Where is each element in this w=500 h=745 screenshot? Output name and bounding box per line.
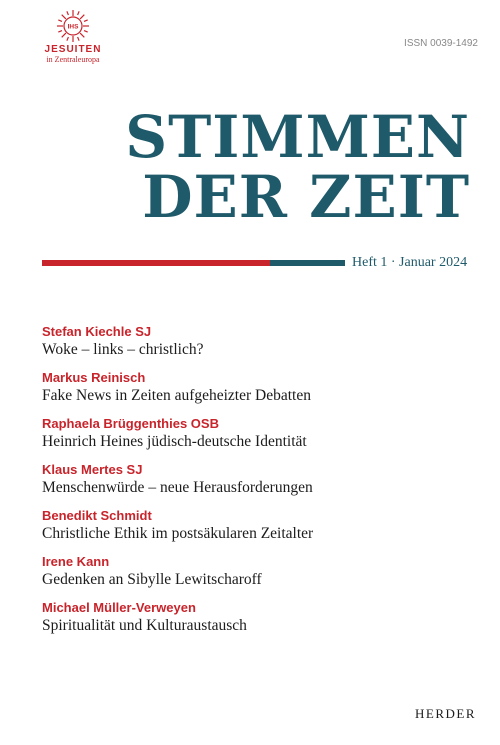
jesuiten-logo	[38, 9, 108, 64]
logo-subtitle: in Zentraleuropa	[46, 55, 100, 64]
article-title: Spiritualität und Kulturaustausch	[42, 617, 247, 634]
author-name: Irene Kann	[42, 554, 110, 569]
toc-entry	[42, 462, 472, 498]
toc-entry	[42, 600, 472, 636]
author-name: Markus Reinisch	[42, 370, 146, 385]
emblem-text: IHS	[67, 23, 79, 31]
author-name: Michael Müller-Verweyen	[42, 600, 196, 615]
magazine-title-line1: STIMMEN	[125, 103, 470, 171]
issue-label: Heft 1 · Januar 2024	[352, 255, 468, 270]
toc-entry	[42, 370, 472, 406]
article-title: Fake News in Zeiten aufgeheizter Debatten	[42, 387, 311, 404]
red-divider-bar	[42, 260, 270, 266]
article-title: Gedenken an Sibylle Lewitscharoff	[42, 571, 262, 588]
author-name: Stefan Kiechle SJ	[42, 324, 152, 339]
toc-entry	[42, 416, 472, 452]
article-title: Woke – links – christlich?	[42, 341, 204, 358]
article-title: Menschenwürde – neue Herausforderungen	[42, 479, 313, 496]
toc-entry	[42, 508, 472, 544]
author-name: Raphaela Brüggenthies OSB	[42, 416, 219, 431]
toc-entry	[42, 554, 472, 590]
article-title: Christliche Ethik im postsäkularen Zeitalter	[42, 525, 314, 542]
issn-number: ISSN 0039-1492	[404, 38, 478, 49]
author-name: Benedikt Schmidt	[42, 508, 152, 523]
teal-divider-bar	[270, 260, 345, 266]
article-title: Heinrich Heines jüdisch-deutsche Identität	[42, 433, 307, 450]
publisher-name: HERDER	[415, 706, 476, 721]
toc-entry	[42, 324, 472, 360]
sunburst-emblem-icon	[56, 9, 90, 43]
magazine-title-line2: DER ZEIT	[142, 163, 470, 231]
author-name: Klaus Mertes SJ	[42, 462, 143, 477]
table-of-contents	[42, 324, 472, 646]
logo-name: JESUITEN	[44, 44, 102, 55]
